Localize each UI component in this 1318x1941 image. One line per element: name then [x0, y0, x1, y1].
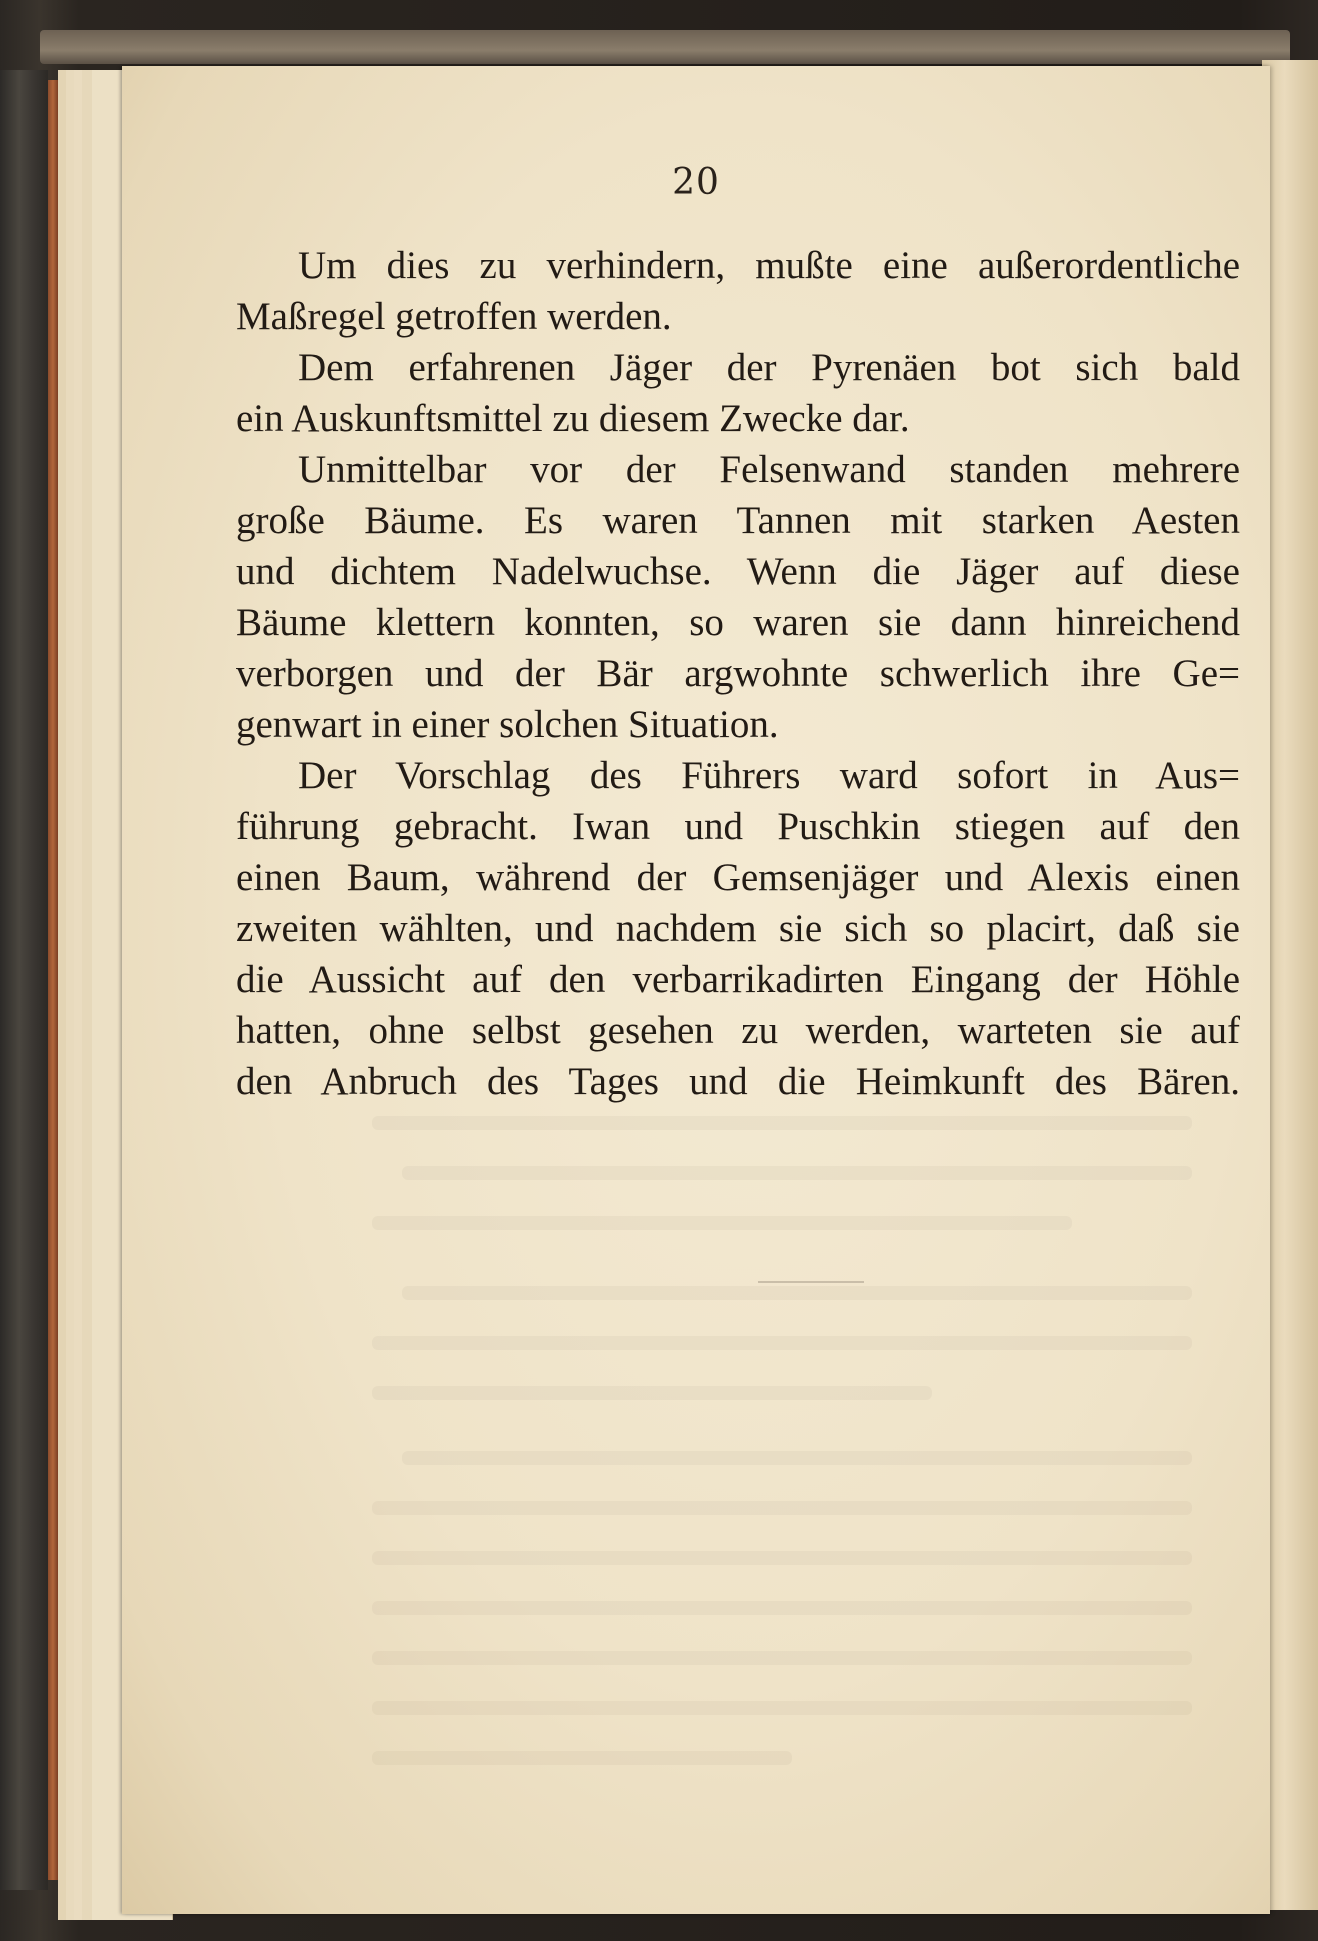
- text-line: zweiten wählten, und nachdem sie sich so placirt, daß sie: [236, 907, 1240, 950]
- text-line: genwart in einer solchen Situation.: [236, 703, 779, 746]
- text-line: Dem erfahrenen Jäger der Pyrenäen bot sich bald: [298, 346, 1240, 389]
- text-line: Um dies zu verhindern, mußte eine außerordentliche: [298, 244, 1240, 287]
- text-line: und dichtem Nadelwuchse. Wenn die Jäger auf diese: [236, 550, 1240, 593]
- text-line: verborgen und der Bär argwohnte schwerlich ihre Ge=: [236, 652, 1240, 695]
- paragraph: [236, 240, 1240, 342]
- text-line: den Anbruch des Tages und die Heimkunft des Bären.: [236, 1060, 1240, 1103]
- paragraph: [236, 342, 1240, 444]
- text-line: ein Auskunftsmittel zu diesem Zwecke dar.: [236, 397, 910, 440]
- text-line: einen Baum, während der Gemsenjäger und Alexis einen: [236, 856, 1240, 899]
- opposite-page-edge: [1262, 60, 1318, 1910]
- book-cover-top-edge: [40, 30, 1290, 64]
- text-line: Maßregel getroffen werden.: [236, 295, 672, 338]
- text-line: Der Vorschlag des Führers ward sofort in Aus=: [298, 754, 1240, 797]
- leather-spine-strip: [48, 80, 58, 1880]
- text-line: große Bäume. Es waren Tannen mit starken Aesten: [236, 499, 1240, 542]
- text-line: Bäume klettern konnten, so waren sie dann hinreichend: [236, 601, 1240, 644]
- bleed-through-divider-rule: [758, 1281, 864, 1283]
- paragraph: [236, 444, 1240, 750]
- text-line: Unmittelbar vor der Felsenwand standen mehrere: [298, 448, 1240, 491]
- page-number: 20: [672, 162, 720, 203]
- paragraph: [236, 750, 1240, 1107]
- book-cover-left-edge: [0, 70, 48, 1890]
- text-line: die Aussicht auf den verbarrikadirten Eingang der Höhle: [236, 958, 1240, 1001]
- text-line: hatten, ohne selbst gesehen zu werden, warteten sie auf: [236, 1009, 1240, 1052]
- body-text: [236, 240, 1240, 1107]
- text-line: führung gebracht. Iwan und Puschkin stiegen auf den: [236, 805, 1240, 848]
